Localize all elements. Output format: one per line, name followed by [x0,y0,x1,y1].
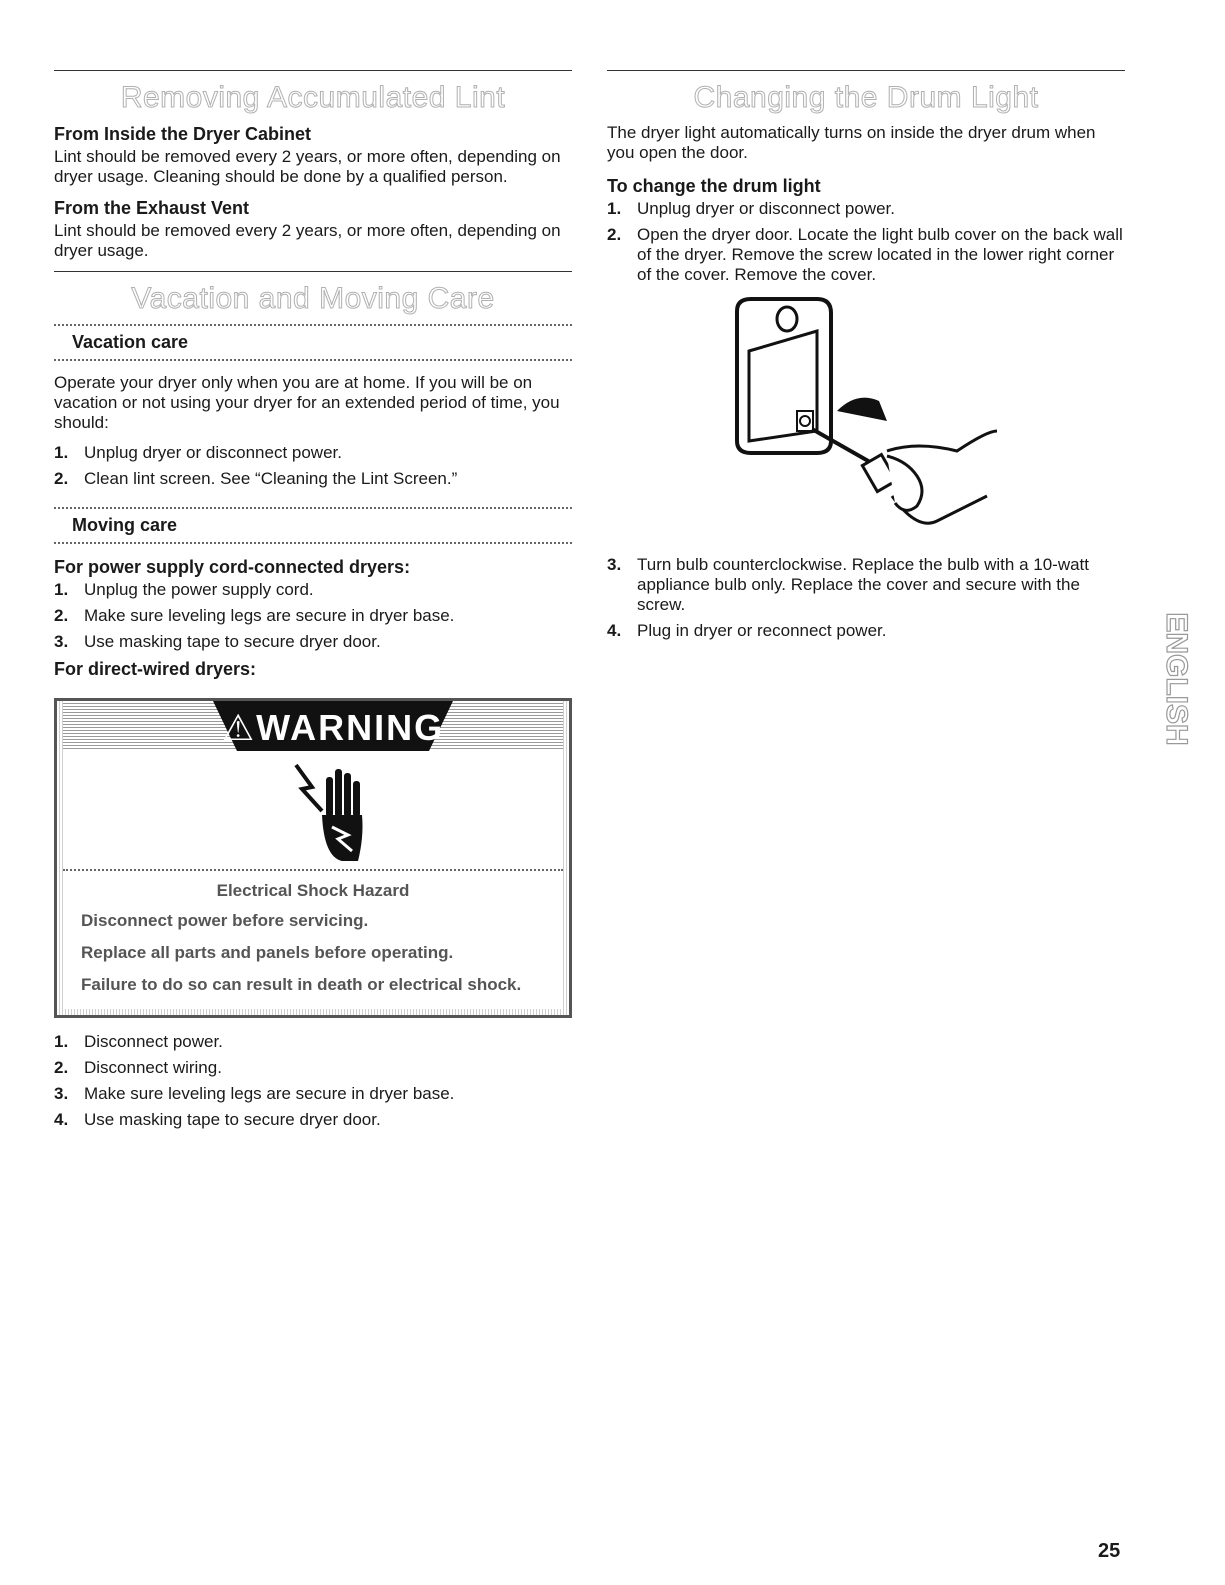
warning-header [63,701,563,751]
language-side-tab [1150,568,1193,790]
step-number: 1. [54,1032,69,1051]
side-tab-label: ENGLISH [1160,612,1193,746]
vacation-care-heading: Vacation care [72,332,189,352]
step-text: Use masking tape to secure dryer door. [84,632,381,651]
list-item [54,1084,572,1104]
cord-steps [54,580,572,652]
warning-label [208,707,458,749]
list-item [54,1058,572,1078]
step-text: Plug in dryer or reconnect power. [637,621,887,640]
page-number: 25 [1098,1540,1121,1562]
warning-label-text: WARNING [256,707,445,748]
step-text: Disconnect wiring. [84,1058,222,1077]
step-number: 1. [54,443,69,462]
section-rule [54,271,572,272]
step-number: 2. [54,606,69,625]
drum-light-intro: The dryer light automatically turns on inside the dryer drum when you open the door. [607,123,1096,162]
vacation-care-band [54,324,572,361]
step-number: 3. [54,632,69,651]
step-text: Make sure leveling legs are secure in dryer base. [84,1084,455,1103]
list-item [607,225,1125,285]
step-text: Disconnect power. [84,1032,223,1051]
change-drum-light-heading: To change the drum light [607,176,821,196]
warning-line: Disconnect power before servicing. [81,911,369,930]
step-text: Open the dryer door. Locate the light bulb cover on the back wall of the dryer. Remove the screw located in the lower right corner of the cover. Remove the cover. [637,225,1123,284]
para-exhaust-vent: Lint should be removed every 2 years, or more often, depending on dryer usage. [54,221,561,260]
direct-wired-heading: For direct-wired dryers: [54,659,257,679]
cord-connected-heading: For power supply cord-connected dryers: [54,557,411,577]
list-item [607,621,1125,641]
step-number: 1. [54,580,69,599]
top-rule [54,70,572,71]
section-title-drum-light: Changing the Drum Light [693,81,1039,114]
vacation-para: Operate your dryer only when you are at home. If you will be on vacation or not using your dryer for an extended period of time, you should: [54,373,560,432]
vacation-steps [54,443,572,489]
list-item [54,632,572,652]
list-item [607,555,1125,615]
warning-text-area [63,871,563,1009]
warning-heading: Electrical Shock Hazard [216,881,410,900]
list-item [54,1032,572,1052]
moving-care-heading: Moving care [72,515,178,535]
bulb-cover-figure [607,291,1125,541]
bulb-cover-screwdriver-illustration [717,291,1017,541]
warning-icon-area [63,751,563,871]
left-column [54,70,572,1136]
para-inside-cabinet: Lint should be removed every 2 years, or more often, depending on dryer usage. Cleaning should be done by a qualified person. [54,147,561,186]
list-item [54,1110,572,1130]
step-text: Unplug dryer or disconnect power. [84,443,342,462]
step-number: 4. [607,621,622,640]
section-title-removing-lint: Removing Accumulated Lint [120,81,506,114]
list-item [54,606,572,626]
section-title-vacation-moving: Vacation and Moving Care [131,282,495,315]
subhead-exhaust-vent: From the Exhaust Vent [54,198,250,218]
list-item [54,443,572,463]
warning-box [54,698,572,1018]
side-tab-graphic [1150,568,1193,790]
step-number: 3. [607,555,622,574]
step-number: 2. [54,1058,69,1077]
step-number: 2. [54,469,69,488]
step-text: Unplug dryer or disconnect power. [637,199,895,218]
list-item [54,469,572,489]
warning-triangle-icon: ⚠ [221,707,257,748]
step-number: 4. [54,1110,69,1129]
list-item [54,580,572,600]
electrical-shock-hand-icon [288,757,378,867]
drum-light-steps-b [607,555,1125,641]
step-text: Unplug the power supply cord. [84,580,314,599]
step-text: Make sure leveling legs are secure in dryer base. [84,606,455,625]
step-number: 1. [607,199,622,218]
right-column [607,70,1125,647]
top-rule [607,70,1125,71]
step-number: 3. [54,1084,69,1103]
direct-wired-steps [54,1032,572,1130]
moving-care-band [54,507,572,544]
step-text: Use masking tape to secure dryer door. [84,1110,381,1129]
step-text: Turn bulb counterclockwise. Replace the bulb with a 10-watt appliance bulb only. Replace the cover and secure with the screw. [637,555,1089,614]
subhead-inside-cabinet: From Inside the Dryer Cabinet [54,124,312,144]
drum-light-steps-a [607,199,1125,285]
step-number: 2. [607,225,622,244]
warning-line: Replace all parts and panels before operating. [81,943,454,962]
step-text: Clean lint screen. See “Cleaning the Lint Screen.” [84,469,458,488]
warning-line: Failure to do so can result in death or electrical shock. [81,975,522,994]
list-item [607,199,1125,219]
